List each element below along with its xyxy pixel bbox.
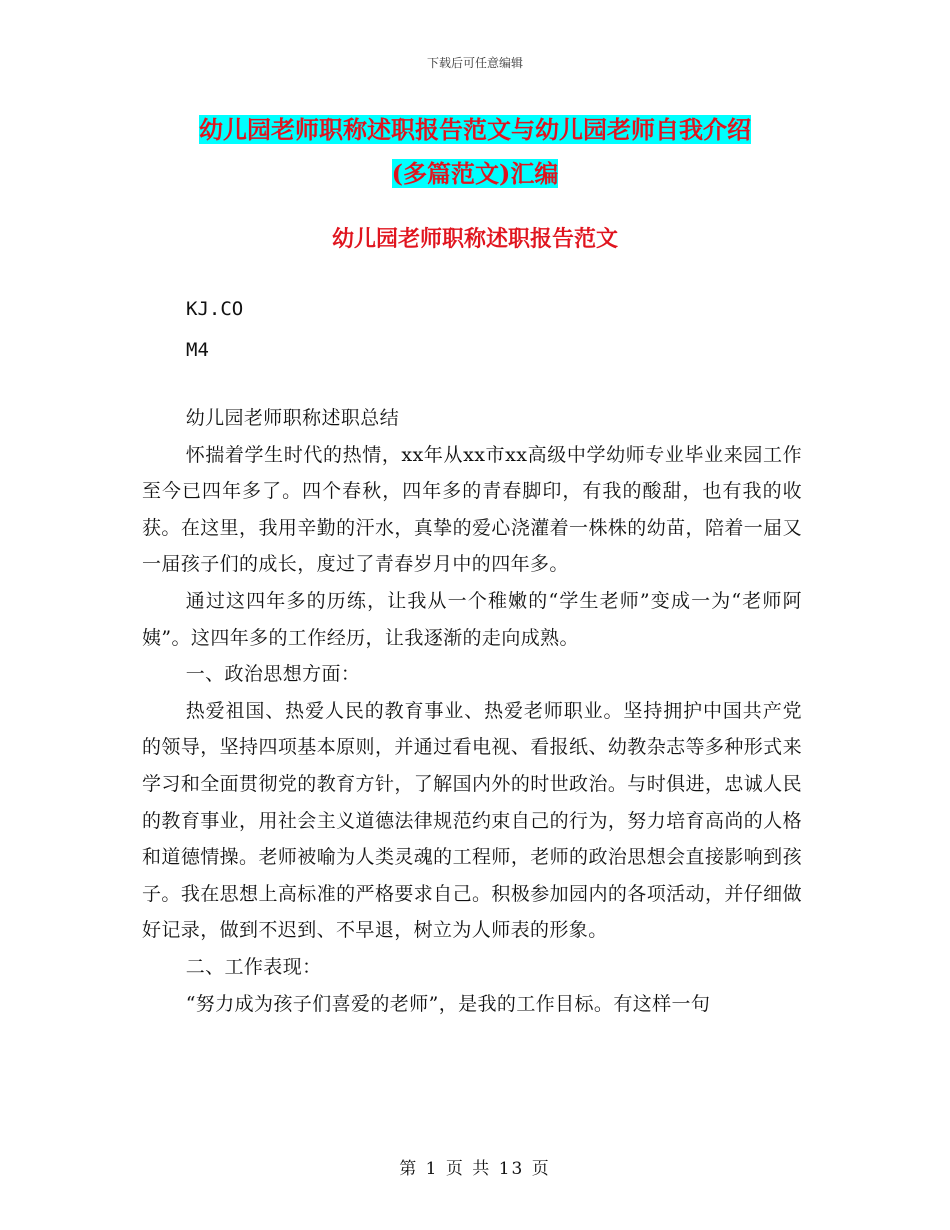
body-text: [142, 400, 802, 1022]
paragraph-heading-work: 二、工作表现：: [185, 955, 322, 978]
paragraph-heading-politics: 一、政治思想方面：: [185, 663, 361, 686]
paragraph: 通过这四年多的历练，让我从一个稚嫩的“学生老师”变成一为“老师阿姨”。这四年多的工作经历，让我逐渐的走向成熟。: [142, 589, 802, 649]
title-line-1: 幼儿园老师职称述职报告范文与幼儿园老师自我介绍: [199, 115, 751, 144]
paragraph-summary-heading: 幼儿园老师职称述职总结: [185, 407, 400, 429]
paragraph: 热爱祖国、热爱人民的教育事业、热爱老师职业。坚持拥护中国共产党的领导，坚持四项基本原则，并通过看电视、看报纸、幼教杂志等多种形式来学习和全面贯彻党的教育方针，了解国内外的时世政治。与时俱进，忠诚人民的教育事业，用社会主义道德法律规范约束自己的行为，努力培育高尚的人格和道德情操。老师被喻为人类灵魂的工程师，老师的政治思想会直接影响到孩子。我在思想上高标准的严格要求自己。积极参加园内的各项活动，并仔细做好记录，做到不迟到、不早退，树立为人师表的形象。: [142, 699, 802, 942]
document-title: [140, 108, 810, 196]
code-line-2: M4: [186, 339, 209, 361]
title-line-2: (多篇范文)汇编: [391, 159, 559, 188]
header-note: 下载后可任意编辑: [426, 56, 523, 70]
section-title: 幼儿园老师职称述职报告范文: [331, 226, 618, 252]
page-number: 第 1 页 共 13 页: [399, 1159, 551, 1179]
paragraph: 怀揣着学生时代的热情，xx年从xx市xx高级中学幼师专业毕业来园工作至今已四年多了。四个春秋，四年多的青春脚印，有我的酸甜，也有我的收获。在这里，我用辛勤的汗水，真挚的爱心浇灌着一株株的幼苗，陪着一届又一届孩子们的成长，度过了青春岁月中的四年多。: [142, 443, 802, 576]
paragraph: “努力成为孩子们喜爱的老师”，是我的工作目标。有这样一句: [185, 992, 711, 1015]
code-line-1: KJ.CO: [186, 298, 244, 320]
